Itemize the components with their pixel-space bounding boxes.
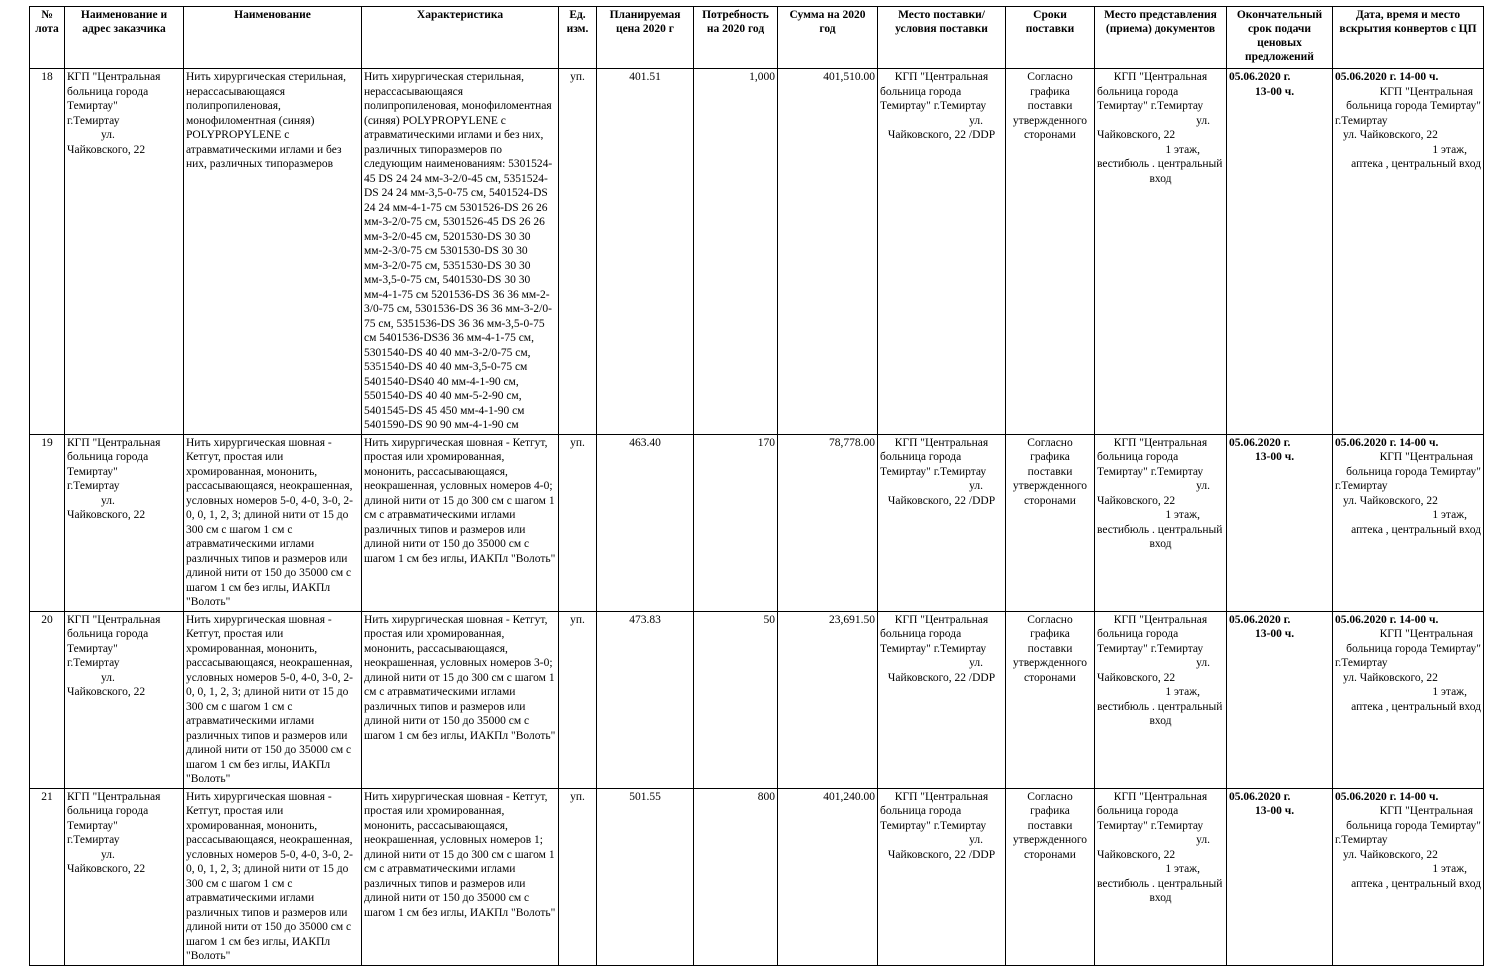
item-name: Нить хирургическая шовная - Кетгут, простая или хромированная, мононить, рассасывающаяся, неокрашенная, условных номеров 5-0, 4-0, 3-0, 2-0, 0, 1, 2, 3; длиной нити от 15 до 300 см с шагом 1 см с атравматическими иглами различных типов и размеров или длиной нити от 150 до 35000 см с шагом 1 см без иглы, ИАКПл "Волоть" bbox=[184, 434, 362, 611]
docs-line: Темиртау" г.Темиртау bbox=[1097, 642, 1204, 655]
opening-line: больница города Темиртау" bbox=[1346, 100, 1481, 112]
customer-line: КГП "Центральная bbox=[67, 790, 161, 803]
opening-line: КГП "Центральная bbox=[1379, 805, 1473, 817]
header-need: Потребность на 2020 год bbox=[694, 7, 778, 69]
terms-line: Согласно bbox=[1027, 436, 1073, 449]
price-cell: 501.55 bbox=[597, 788, 694, 965]
terms-line: сторонами bbox=[1024, 129, 1076, 141]
customer-line: Темиртау" bbox=[67, 465, 118, 478]
delivery-line: Чайковского, 22 /DDP bbox=[887, 671, 996, 684]
item-spec: Нить хирургическая стерильная, нерассасывающаяся полипропиленовая, монофиломентная (синяя) POLYPROPYLENE с атравматическими иглами и без них, различных типоразмеров по следующим наименованиям: 5301524-45 DS 24 24 мм-3-2/0-45 см, 5351524-DS 24 24 мм-3,5-0-75 см, 5401524-DS 24 24 мм-4-1-75 см 5301526-DS 26 26 мм-3-2/0-75 см, 5301526-45 DS 26 26 мм-3-2/0-45 см, 5201530-DS 30 30 мм-2-3/0-75 см 5301530-DS 30 30 мм-3-2/0-75 см, 5351530-DS 30 30 мм-3,5-0-75 см, 5401530-DS 30 30 мм-4-1-75 см 5201536-DS 36 36 мм-2-3/0-75 см, 5301536-DS 36 36 мм-3-2/0-75 см, 5351536-DS 36 36 мм-3,5-0-75 см 5401536-DS36 36 мм-4-1-75 см, 5301540-DS 40 40 мм-3-2/0-75 см, 5351540-DS 40 40 мм-3,5-0-75 см 5401540-DS40 40 мм-4-1-90 см, 5501540-DS 40 40 мм-5-2-90 см, 5401545-DS 45 450 мм-4-1-90 см 5401590-DS 90 90 мм-4-1-90 см bbox=[362, 69, 559, 435]
delivery-line: КГП "Центральная bbox=[894, 71, 989, 83]
terms-line: Согласно bbox=[1027, 790, 1073, 803]
delivery-line: больница города bbox=[880, 85, 962, 98]
terms-line: утвержденного bbox=[1012, 480, 1088, 492]
customer-line: ул. bbox=[101, 848, 115, 861]
lot-number: 19 bbox=[30, 434, 65, 611]
delivery-line: ул. bbox=[969, 657, 983, 669]
customer-line: КГП "Центральная bbox=[67, 71, 161, 83]
customer-line: Чайковского, 22 bbox=[67, 863, 146, 875]
deadline-cell bbox=[1227, 788, 1333, 965]
header-unit: Ед. изм. bbox=[559, 7, 597, 69]
table-row bbox=[30, 788, 1484, 965]
opening-line: 1 этаж, bbox=[1432, 143, 1467, 156]
deadline-cell bbox=[1227, 434, 1333, 611]
sum-cell: 401,240.00 bbox=[778, 788, 878, 965]
header-row bbox=[30, 7, 1484, 69]
docs-line: 1 этаж, bbox=[1165, 686, 1200, 698]
opening-line: больница города Темиртау" bbox=[1346, 465, 1481, 478]
docs-line: КГП "Центральная bbox=[1113, 613, 1208, 626]
header-deadline: Окончательный срок подачи ценовых предложений bbox=[1227, 7, 1333, 69]
customer-line: г.Темиртау bbox=[67, 114, 120, 127]
docs-line: ул. bbox=[1196, 114, 1210, 127]
opening-line: аптека , центральный вход bbox=[1351, 700, 1481, 713]
terms-line: поставки bbox=[1027, 642, 1073, 655]
docs-line: КГП "Центральная bbox=[1113, 71, 1208, 83]
terms-line: графика bbox=[1030, 451, 1070, 463]
header-docs-place: Место представления (приема) документов bbox=[1095, 7, 1227, 69]
delivery-line: ул. bbox=[969, 114, 983, 127]
delivery-line: ул. bbox=[969, 834, 983, 846]
header-terms: Сроки поставки bbox=[1006, 7, 1095, 69]
docs-line: вход bbox=[1149, 892, 1172, 904]
header-name: Наименование bbox=[184, 7, 362, 69]
opening-line: 1 этаж, bbox=[1432, 509, 1467, 521]
delivery-line: КГП "Центральная bbox=[894, 790, 989, 803]
item-spec: Нить хирургическая шовная - Кетгут, простая или хромированная, мононить, рассасывающаяся, неокрашенная, условных номеров 4-0; длиной нити от 15 до 300 см с шагом 1 см с атравматическими иглами различных типов и размеров или длиной нити от 150 до 35000 см с шагом 1 см без иглы, ИАКПл "Волоть" bbox=[362, 434, 559, 611]
terms-cell bbox=[1006, 611, 1095, 788]
header-delivery-place: Место поставки/условия поставки bbox=[878, 7, 1006, 69]
docs-line: ул. bbox=[1196, 657, 1210, 669]
deadline-time: 13-00 ч. bbox=[1255, 451, 1295, 463]
header-spec: Характеристика bbox=[362, 7, 559, 69]
delivery-line: Темиртау" г.Темиртау bbox=[880, 642, 987, 655]
terms-line: поставки bbox=[1027, 100, 1073, 112]
deadline-date: 05.06.2020 г. bbox=[1229, 436, 1291, 449]
customer-line: г.Темиртау bbox=[67, 834, 120, 846]
lot-number: 20 bbox=[30, 611, 65, 788]
lot-number: 18 bbox=[30, 69, 65, 435]
opening-cell bbox=[1333, 788, 1484, 965]
customer-line: Темиртау" bbox=[67, 642, 118, 655]
docs-line: вход bbox=[1149, 538, 1172, 550]
terms-cell bbox=[1006, 434, 1095, 611]
opening-line: ул. Чайковского, 22 bbox=[1343, 129, 1438, 141]
docs-line: Чайковского, 22 bbox=[1097, 129, 1176, 141]
customer-line: КГП "Центральная bbox=[67, 436, 161, 449]
opening-line: 1 этаж, bbox=[1432, 863, 1467, 875]
docs-line: больница города bbox=[1097, 85, 1179, 98]
item-name: Нить хирургическая стерильная, нерассасывающаяся полипропиленовая, монофиломентная (синяя) POLYPROPYLENE с атравматическими иглами и без них, различных типоразмеров bbox=[184, 69, 362, 435]
price-cell: 463.40 bbox=[597, 434, 694, 611]
opening-line: 1 этаж, bbox=[1432, 686, 1467, 698]
docs-line: больница города bbox=[1097, 805, 1179, 817]
customer-line: ул. bbox=[101, 129, 115, 141]
customer-line: больница города bbox=[67, 85, 149, 98]
customer-cell bbox=[65, 611, 184, 788]
docs-line: вестибюль . центральный bbox=[1097, 877, 1223, 890]
opening-cell bbox=[1333, 434, 1484, 611]
terms-line: графика bbox=[1030, 85, 1070, 98]
docs-line: вестибюль . центральный bbox=[1097, 523, 1223, 536]
deadline-time: 13-00 ч. bbox=[1255, 805, 1295, 817]
delivery-line: Чайковского, 22 /DDP bbox=[887, 848, 996, 861]
opening-line: КГП "Центральная bbox=[1379, 451, 1473, 463]
terms-line: сторонами bbox=[1024, 848, 1076, 861]
docs-line: Чайковского, 22 bbox=[1097, 494, 1176, 507]
need-cell: 1,000 bbox=[694, 69, 778, 435]
delivery-line: Темиртау" г.Темиртау bbox=[880, 465, 987, 478]
deadline-date: 05.06.2020 г. bbox=[1229, 790, 1291, 803]
customer-line: Чайковского, 22 bbox=[67, 509, 146, 521]
terms-line: Согласно bbox=[1027, 71, 1073, 83]
docs-line: 1 этаж, bbox=[1165, 509, 1200, 521]
unit-cell: уп. bbox=[559, 434, 597, 611]
customer-line: Темиртау" bbox=[67, 100, 118, 112]
docs-line: 1 этаж, bbox=[1165, 143, 1200, 156]
header-customer: Наименование и адрес заказчика bbox=[65, 7, 184, 69]
terms-cell bbox=[1006, 788, 1095, 965]
item-spec: Нить хирургическая шовная - Кетгут, простая или хромированная, мононить, рассасывающаяся, неокрашенная, условных номеров 3-0; длиной нити от 15 до 300 см с шагом 1 см с атравматическими иглами различных типов и размеров или длиной нити от 150 до 35000 см с шагом 1 см без иглы, ИАКПл "Волоть" bbox=[362, 611, 559, 788]
customer-line: КГП "Центральная bbox=[67, 613, 161, 626]
docs-cell bbox=[1095, 69, 1227, 435]
table-row bbox=[30, 69, 1484, 435]
sum-cell: 78,778.00 bbox=[778, 434, 878, 611]
opening-line: ул. Чайковского, 22 bbox=[1343, 671, 1438, 684]
delivery-line: Чайковского, 22 /DDP bbox=[887, 129, 996, 141]
deadline-time: 13-00 ч. bbox=[1255, 85, 1295, 98]
opening-line: КГП "Центральная bbox=[1379, 628, 1473, 640]
opening-line: больница города Темиртау" bbox=[1346, 819, 1481, 832]
customer-line: ул. bbox=[101, 494, 115, 507]
opening-line: КГП "Центральная bbox=[1379, 85, 1473, 98]
unit-cell: уп. bbox=[559, 788, 597, 965]
procurement-table bbox=[29, 6, 1484, 966]
opening-line: аптека , центральный вход bbox=[1351, 877, 1481, 890]
opening-line: г.Темиртау bbox=[1335, 480, 1388, 492]
delivery-cell bbox=[878, 434, 1006, 611]
delivery-line: Темиртау" г.Темиртау bbox=[880, 100, 987, 112]
deadline-cell bbox=[1227, 69, 1333, 435]
table-row bbox=[30, 611, 1484, 788]
terms-cell bbox=[1006, 69, 1095, 435]
customer-line: Темиртау" bbox=[67, 819, 118, 832]
delivery-cell bbox=[878, 788, 1006, 965]
opening-cell bbox=[1333, 611, 1484, 788]
terms-line: утвержденного bbox=[1012, 114, 1088, 127]
price-cell: 473.83 bbox=[597, 611, 694, 788]
delivery-cell bbox=[878, 611, 1006, 788]
terms-line: сторонами bbox=[1024, 671, 1076, 684]
opening-date: 05.06.2020 г. 14-00 ч. bbox=[1335, 790, 1439, 803]
customer-cell bbox=[65, 434, 184, 611]
delivery-line: Чайковского, 22 /DDP bbox=[887, 494, 996, 507]
customer-line: г.Темиртау bbox=[67, 657, 120, 669]
docs-line: вход bbox=[1149, 172, 1172, 185]
opening-line: г.Темиртау bbox=[1335, 834, 1388, 846]
terms-line: сторонами bbox=[1024, 494, 1076, 507]
docs-line: ул. bbox=[1196, 480, 1210, 492]
opening-line: г.Темиртау bbox=[1335, 657, 1388, 669]
docs-line: Темиртау" г.Темиртау bbox=[1097, 819, 1204, 832]
docs-line: ул. bbox=[1196, 834, 1210, 846]
header-lot-no: № лота bbox=[30, 7, 65, 69]
item-name: Нить хирургическая шовная - Кетгут, простая или хромированная, мононить, рассасывающаяся, неокрашенная, условных номеров 5-0, 4-0, 3-0, 2-0, 0, 1, 2, 3; длиной нити от 15 до 300 см с шагом 1 см с атравматическими иглами различных типов и размеров или длиной нити от 150 до 35000 см с шагом 1 см без иглы, ИАКПл "Волоть" bbox=[184, 788, 362, 965]
delivery-line: КГП "Центральная bbox=[894, 613, 989, 626]
customer-line: больница города bbox=[67, 805, 149, 817]
customer-line: Чайковского, 22 bbox=[67, 686, 146, 698]
docs-line: больница города bbox=[1097, 451, 1179, 463]
terms-line: утвержденного bbox=[1012, 834, 1088, 846]
customer-line: ул. bbox=[101, 671, 115, 684]
need-cell: 50 bbox=[694, 611, 778, 788]
item-spec: Нить хирургическая шовная - Кетгут, простая или хромированная, мононить, рассасывающаяся, неокрашенная, условных номеров 1; длиной нити от 15 до 300 см с шагом 1 см с атравматическими иглами различных типов и размеров или длиной нити от 150 до 35000 см с шагом 1 см без иглы, ИАКПл "Волоть" bbox=[362, 788, 559, 965]
docs-line: Чайковского, 22 bbox=[1097, 671, 1176, 684]
price-cell: 401.51 bbox=[597, 69, 694, 435]
terms-line: утвержденного bbox=[1012, 657, 1088, 669]
terms-line: поставки bbox=[1027, 465, 1073, 478]
terms-line: графика bbox=[1030, 628, 1070, 640]
docs-line: больница города bbox=[1097, 628, 1179, 640]
delivery-cell bbox=[878, 69, 1006, 435]
unit-cell: уп. bbox=[559, 611, 597, 788]
docs-cell bbox=[1095, 434, 1227, 611]
delivery-line: больница города bbox=[880, 451, 962, 463]
docs-cell bbox=[1095, 788, 1227, 965]
docs-line: Темиртау" г.Темиртау bbox=[1097, 100, 1204, 112]
delivery-line: больница города bbox=[880, 805, 962, 817]
delivery-line: Темиртау" г.Темиртау bbox=[880, 819, 987, 832]
unit-cell: уп. bbox=[559, 69, 597, 435]
opening-date: 05.06.2020 г. 14-00 ч. bbox=[1335, 71, 1439, 83]
header-sum: Сумма на 2020 год bbox=[778, 7, 878, 69]
sum-cell: 401,510.00 bbox=[778, 69, 878, 435]
opening-line: больница города Темиртау" bbox=[1346, 642, 1481, 655]
terms-line: Согласно bbox=[1027, 613, 1073, 626]
docs-line: вестибюль . центральный bbox=[1097, 700, 1223, 713]
customer-line: больница города bbox=[67, 451, 149, 463]
customer-cell bbox=[65, 69, 184, 435]
header-opening: Дата, время и место вскрытия конвертов с ЦП bbox=[1333, 7, 1484, 69]
opening-line: ул. Чайковского, 22 bbox=[1343, 494, 1438, 507]
lot-number: 21 bbox=[30, 788, 65, 965]
docs-line: вестибюль . центральный bbox=[1097, 158, 1223, 170]
docs-line: КГП "Центральная bbox=[1113, 790, 1208, 803]
docs-line: Чайковского, 22 bbox=[1097, 848, 1176, 861]
docs-line: 1 этаж, bbox=[1165, 863, 1200, 875]
need-cell: 800 bbox=[694, 788, 778, 965]
item-name: Нить хирургическая шовная - Кетгут, простая или хромированная, мононить, рассасывающаяся, неокрашенная, условных номеров 5-0, 4-0, 3-0, 2-0, 0, 1, 2, 3; длиной нити от 15 до 300 см с шагом 1 см с атравматическими иглами различных типов и размеров или длиной нити от 150 до 35000 см с шагом 1 см без иглы, ИАКПл "Волоть" bbox=[184, 611, 362, 788]
customer-cell bbox=[65, 788, 184, 965]
opening-line: г.Темиртау bbox=[1335, 114, 1388, 127]
deadline-date: 05.06.2020 г. bbox=[1229, 71, 1291, 83]
docs-line: КГП "Центральная bbox=[1113, 436, 1208, 449]
terms-line: графика bbox=[1030, 805, 1070, 817]
docs-cell bbox=[1095, 611, 1227, 788]
customer-line: больница города bbox=[67, 628, 149, 640]
opening-date: 05.06.2020 г. 14-00 ч. bbox=[1335, 613, 1439, 626]
delivery-line: ул. bbox=[969, 480, 983, 492]
customer-line: Чайковского, 22 bbox=[67, 143, 146, 156]
delivery-line: КГП "Центральная bbox=[894, 436, 989, 449]
opening-line: аптека , центральный вход bbox=[1351, 523, 1481, 536]
customer-line: г.Темиртау bbox=[67, 480, 120, 492]
deadline-cell bbox=[1227, 611, 1333, 788]
opening-line: ул. Чайковского, 22 bbox=[1343, 848, 1438, 861]
docs-line: вход bbox=[1149, 715, 1172, 727]
delivery-line: больница города bbox=[880, 628, 962, 640]
opening-date: 05.06.2020 г. 14-00 ч. bbox=[1335, 436, 1439, 449]
opening-cell bbox=[1333, 69, 1484, 435]
deadline-time: 13-00 ч. bbox=[1255, 628, 1295, 640]
docs-line: Темиртау" г.Темиртау bbox=[1097, 465, 1204, 478]
opening-line: аптека , центральный вход bbox=[1351, 158, 1481, 170]
table-row bbox=[30, 434, 1484, 611]
sum-cell: 23,691.50 bbox=[778, 611, 878, 788]
need-cell: 170 bbox=[694, 434, 778, 611]
deadline-date: 05.06.2020 г. bbox=[1229, 613, 1291, 626]
terms-line: поставки bbox=[1027, 819, 1073, 832]
header-price: Планируемая цена 2020 г bbox=[597, 7, 694, 69]
